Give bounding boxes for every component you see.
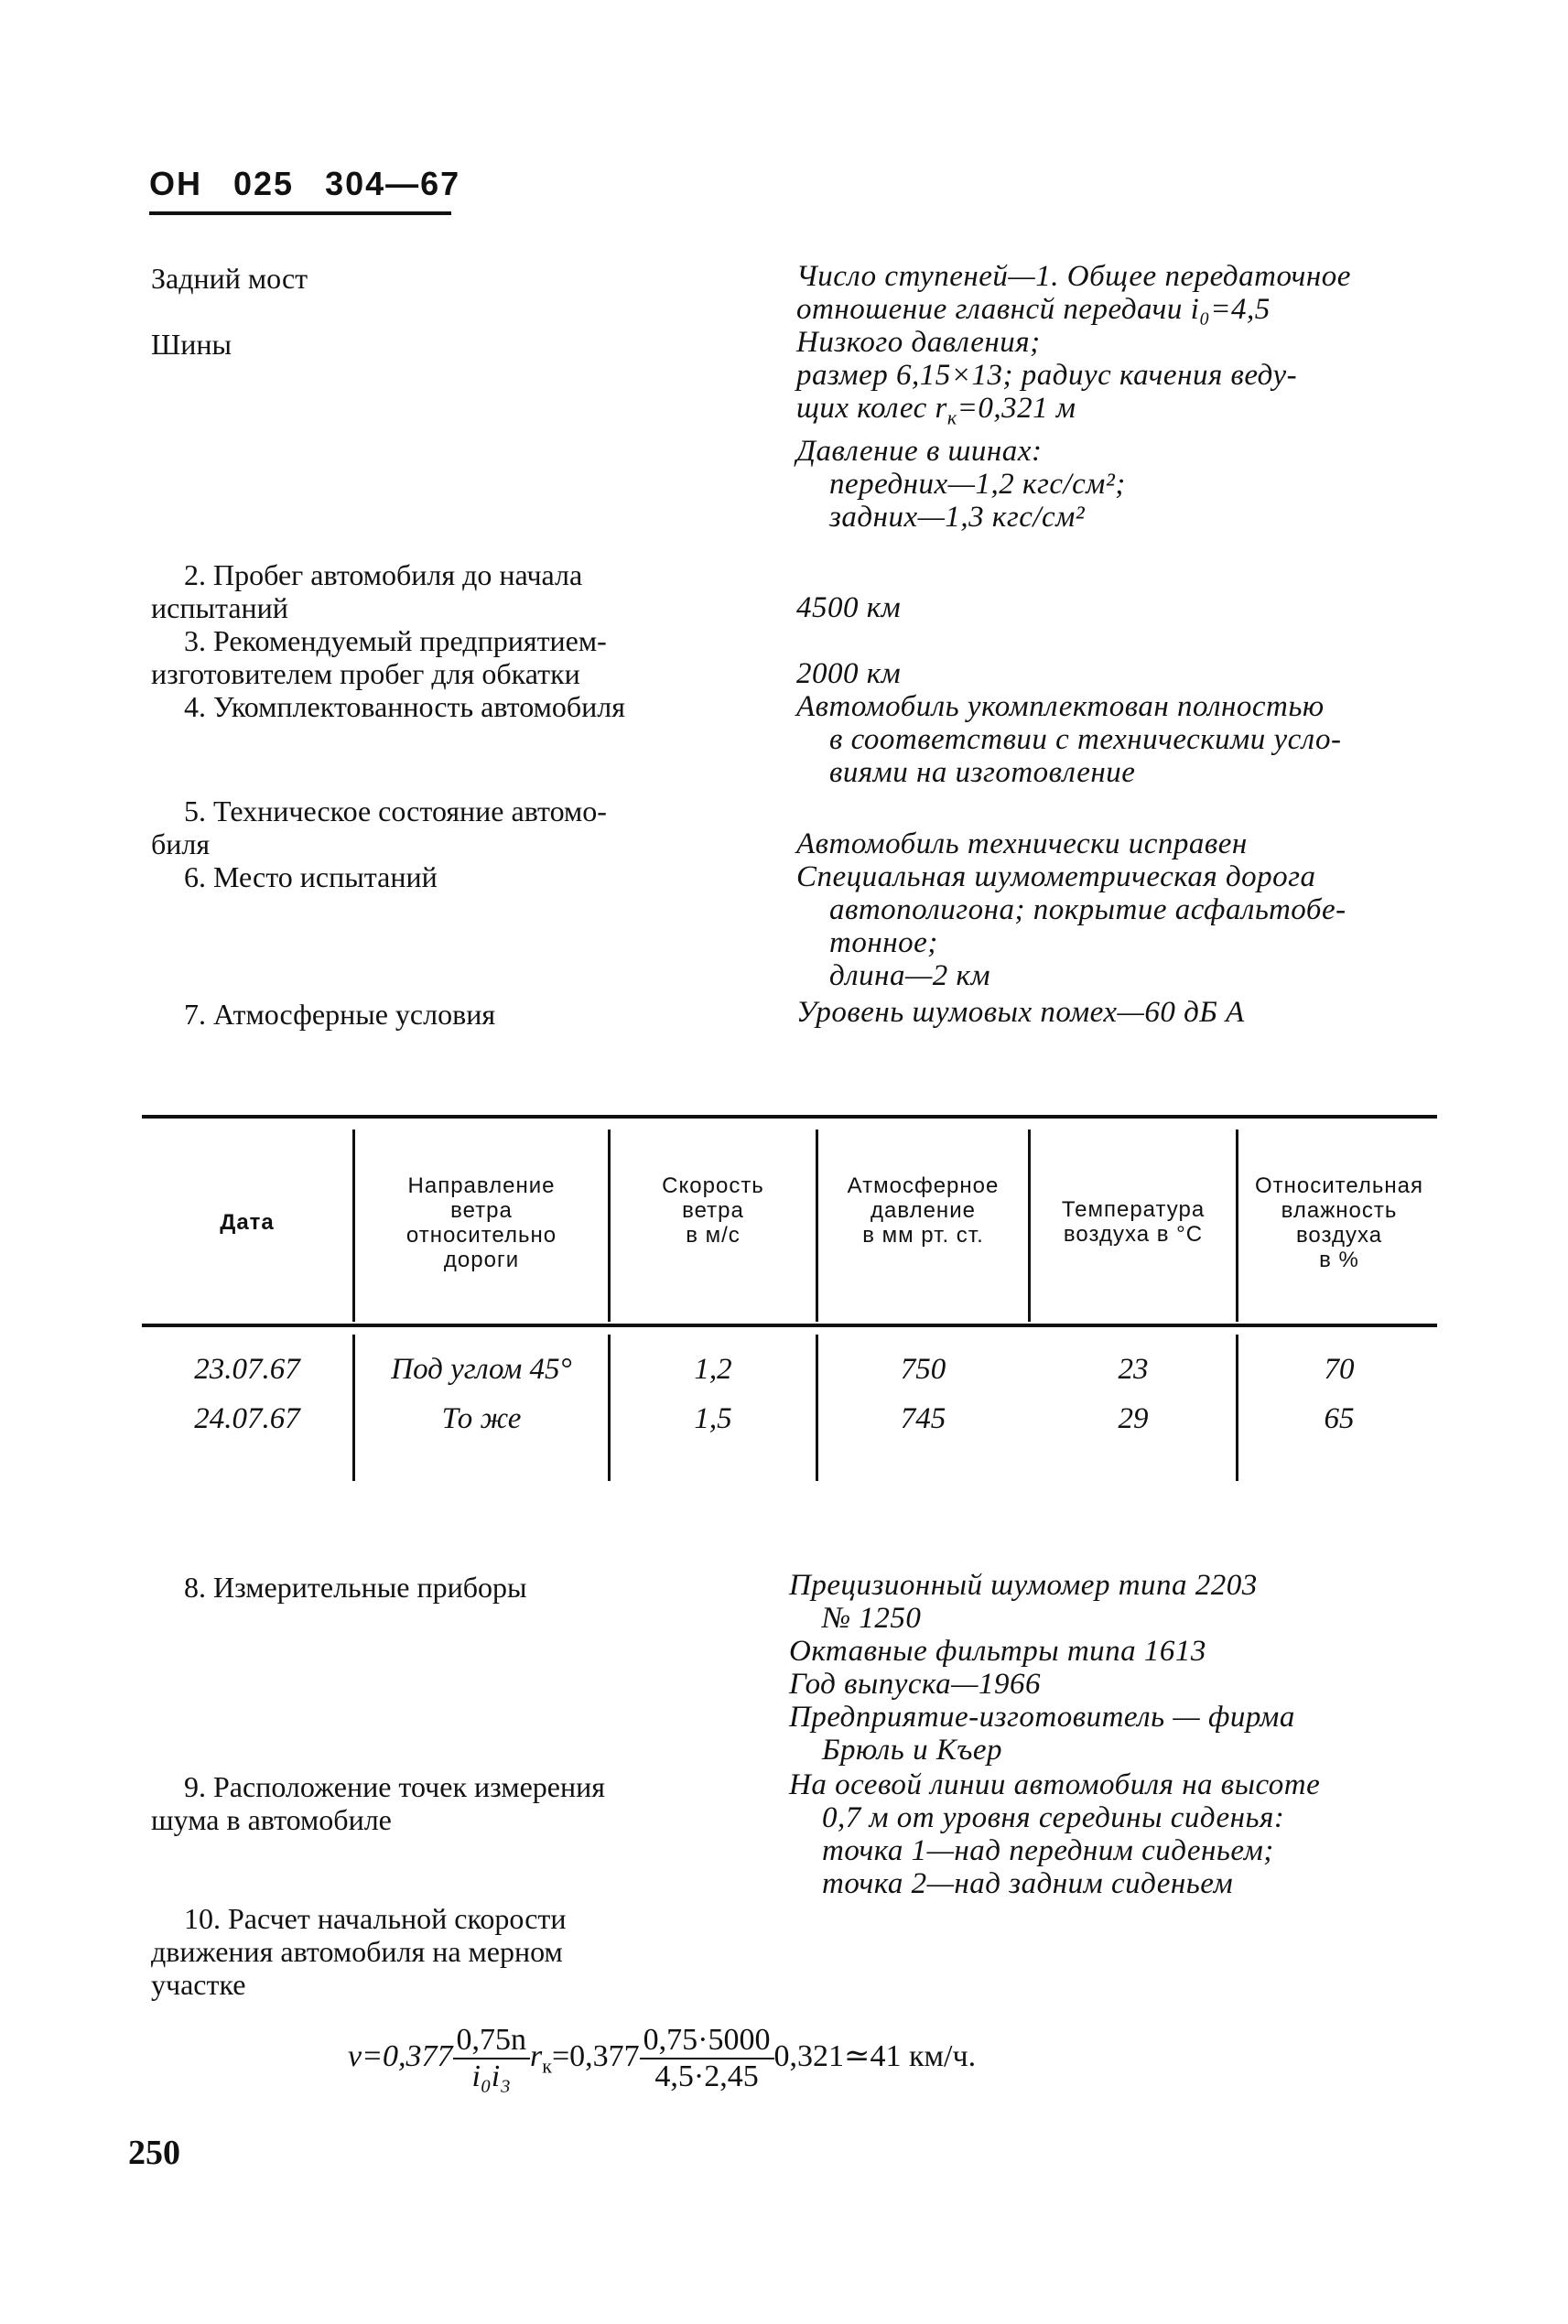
item-value-line: На осевой линии автомобиля на высоте	[789, 1768, 1321, 1801]
item-value-line: № 1250	[822, 1602, 922, 1635]
item-value-line: длина—2 км	[829, 959, 991, 992]
rk-sub: к	[946, 405, 957, 429]
item-label-line: 10. Расчет начальной скорости	[184, 1902, 567, 1935]
item-label-line: 9. Расположение точек измерения	[184, 1770, 605, 1803]
item-label-line: 4. Укомплектованность автомобиля	[184, 690, 625, 723]
header-line: Температура	[1061, 1197, 1206, 1222]
fraction-numerator: 0,75·5000	[640, 2023, 774, 2059]
table-cell: 1,5	[694, 1402, 732, 1435]
page-number: 250	[128, 2134, 180, 2172]
header-line: Дата	[220, 1210, 275, 1235]
item-5-label	[151, 794, 737, 860]
header-line: влажность	[1281, 1198, 1398, 1223]
table-cell: 24.07.67	[194, 1402, 300, 1435]
item-label-line: движения автомобиля на мерном	[151, 1935, 563, 1968]
item-label-line: изготовителем пробег для обкатки	[151, 657, 580, 690]
item-value-line: точка 1—над передним сиденьем;	[822, 1834, 1274, 1867]
formula-lhs: v=0,377	[348, 2038, 453, 2073]
item-9-label	[151, 1770, 737, 1836]
table-cell: То же	[441, 1402, 522, 1435]
item-value-line: тонное;	[829, 926, 938, 959]
spec-value-tires	[796, 326, 1446, 534]
spec-line: задних—1,3 кгс/см²	[829, 500, 1086, 534]
item-4-label	[151, 690, 737, 723]
item-value-line: Прецизионный шумомер типа 2203	[789, 1569, 1258, 1602]
item-8-value	[789, 1569, 1439, 1767]
speed-formula	[348, 2023, 976, 2094]
item-label-line: биля	[151, 827, 211, 860]
item-9-value	[789, 1768, 1439, 1900]
item-value-line: Автомобиль укомплектован полностью	[796, 690, 1325, 723]
table-cell: 65	[1324, 1402, 1355, 1435]
table-cell: 750	[900, 1353, 946, 1386]
item-value-line: в соответствии с техническими усло-	[829, 723, 1342, 756]
spec-line: Низкого давления;	[796, 326, 1041, 359]
table-header-temperature	[1031, 1197, 1236, 1247]
item-label-line: 6. Место испытаний	[184, 860, 438, 893]
header-line: давление	[871, 1198, 976, 1223]
table-cell: 70	[1324, 1353, 1355, 1386]
rk-suffix: =0,321 м	[957, 392, 1076, 425]
header-line: ветра	[682, 1198, 744, 1223]
table-header-wind-speed	[611, 1173, 816, 1248]
table-cell: 29	[1118, 1402, 1149, 1435]
header-underline	[149, 211, 451, 215]
item-label-line: шума в автомобиле	[151, 1803, 392, 1836]
spec-label-tires: Шины	[151, 328, 232, 361]
header-line: в м/с	[686, 1223, 741, 1248]
spec-line: Число ступеней—1. Общее передаточное	[796, 260, 1351, 293]
header-line: Скорость	[662, 1173, 764, 1198]
item-2-label	[151, 558, 737, 624]
table-header-rule	[142, 1324, 1437, 1327]
header-line: относительно	[406, 1223, 557, 1248]
formula-fraction-1	[453, 2023, 531, 2094]
table-cell: 1,2	[694, 1353, 732, 1386]
table-top-rule	[142, 1115, 1437, 1119]
item-label-line: 5. Техническое состояние автомо-	[184, 794, 607, 827]
rk-prefix: щих колес r	[796, 392, 947, 425]
header-line: дороги	[443, 1248, 520, 1272]
spec-line: Давление в шинах:	[796, 434, 1043, 468]
header-line: в %	[1319, 1248, 1359, 1272]
table-cell: 745	[900, 1402, 946, 1435]
spec-value-rear-axle	[796, 260, 1446, 326]
fraction-denominator: 4,5·2,45	[654, 2059, 759, 2093]
item-3-value: 2000 км	[796, 657, 902, 690]
header-line: Относительная	[1254, 1173, 1424, 1198]
spec-line: размер 6,15×13; радиус качения веду-	[796, 359, 1298, 392]
item-value-line: виями на изготовление	[829, 756, 1136, 789]
header-line: в мм рт. ст.	[862, 1223, 984, 1248]
spec-line: передних—1,2 кгс/см²;	[829, 467, 1126, 501]
formula-fraction-2	[640, 2023, 774, 2094]
item-label-line: участке	[151, 1968, 246, 2001]
item-value-line: 0,7 м от уровня середины сиденья:	[822, 1801, 1285, 1834]
formula-r-sub: к	[542, 2054, 552, 2078]
item-label-line: 2. Пробег автомобиля до начала	[184, 558, 583, 591]
item-value-line: Октавные фильтры типа 1613	[789, 1635, 1206, 1668]
fraction-denominator: i₀i₃	[471, 2059, 512, 2093]
item-7-label	[151, 998, 737, 1031]
item-label-line: 3. Рекомендуемый предприятием-	[184, 624, 607, 657]
table-cell: 23.07.67	[194, 1353, 300, 1386]
header-line: Атмосферное	[847, 1173, 1000, 1198]
item-4-value	[796, 690, 1446, 789]
item-3-label	[151, 624, 737, 690]
table-header-wind-direction	[355, 1173, 608, 1272]
item-6-label	[151, 860, 737, 893]
table-header-humidity	[1238, 1173, 1440, 1272]
item-value-line: Брюль и Къер	[822, 1734, 1003, 1767]
item-value-line: Предприятие-изготовитель — фирма	[789, 1701, 1295, 1734]
formula-r: r	[530, 2038, 543, 2073]
item-8-label	[151, 1571, 737, 1604]
table-cell: 23	[1118, 1353, 1149, 1386]
item-value-line: автополигона; покрытие асфальтобе-	[829, 893, 1346, 926]
item-value-line: точка 2—над задним сиденьем	[822, 1867, 1234, 1900]
formula-eq2: =0,377	[551, 2038, 640, 2073]
item-2-value: 4500 км	[796, 591, 902, 624]
item-7-value: Уровень шумовых помех—60 дБ А	[796, 996, 1245, 1029]
fraction-numerator: 0,75n	[453, 2023, 531, 2059]
spec-line-rk	[796, 392, 1446, 435]
item-6-value	[796, 860, 1446, 992]
table-cell: Под углом 45°	[391, 1353, 572, 1386]
item-value-line: Год выпуска—1966	[789, 1668, 1041, 1701]
spec-label-rear-axle: Задний мост	[151, 262, 308, 295]
table-header-date	[142, 1210, 352, 1235]
table-header-pressure	[818, 1173, 1028, 1248]
item-label-line: 7. Атмосферные условия	[184, 998, 496, 1031]
formula-rhs: 0,321≃41 км/ч.	[773, 2038, 977, 2073]
item-5-value: Автомобиль технически исправен	[796, 827, 1248, 860]
item-label-line: 8. Измерительные приборы	[184, 1571, 527, 1604]
document-code: ОН 025 304—67	[149, 165, 461, 202]
header-line: воздуха в °С	[1063, 1222, 1204, 1247]
item-10-label	[151, 1902, 737, 2001]
item-label-line: испытаний	[151, 591, 288, 624]
item-value-line: Специальная шумометрическая дорога	[796, 860, 1316, 893]
header-line: воздуха	[1295, 1223, 1383, 1248]
header-line: ветра	[450, 1198, 513, 1223]
spec-line: отношение главнсй передачи i₀=4,5	[796, 293, 1271, 326]
header-line: Направление	[407, 1173, 556, 1198]
